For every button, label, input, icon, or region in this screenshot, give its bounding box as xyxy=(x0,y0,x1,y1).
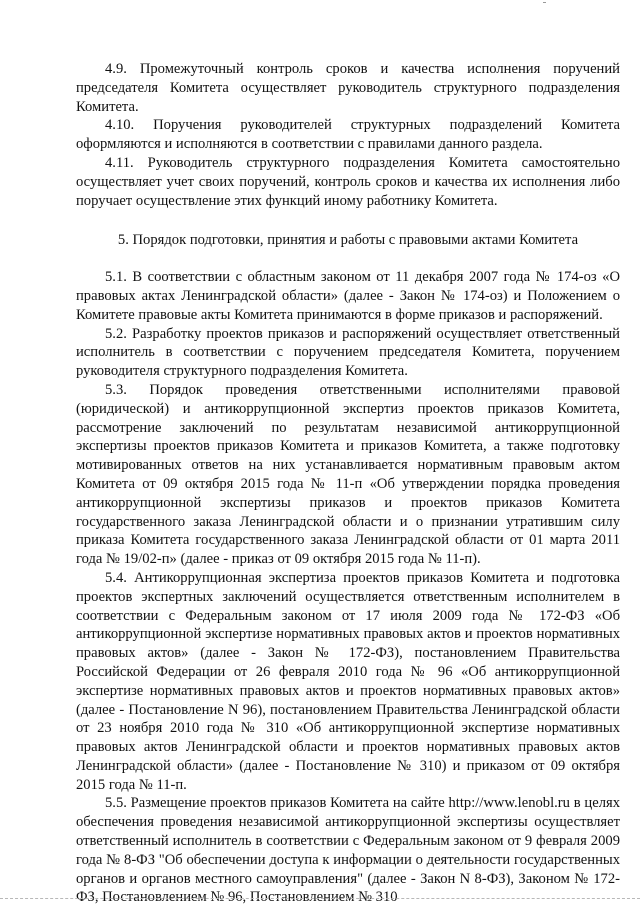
paragraph-5-5: 5.5. Размещение проектов приказов Комитета на сайте http://www.lenobl.ru в целях обеспечения проведения независимой антикоррупционной экспертизы осуществляет ответственный исполнитель в соответствии с Федеральным законом от 9 февраля 2009 года № 8-ФЗ "Об обеспечении доступа к информации о деятельности государственных органов и органов местного самоуправления" (далее - Закон N 8-ФЗ), Законом № 172-ФЗ, Постановлением № 96, Постановлением № 310 xyxy=(76,795,620,906)
scan-mark xyxy=(543,2,546,3)
paragraph-5-4: 5.4. Антикоррупционная экспертиза проектов приказов Комитета и подготовка проектов экспертных заключений осуществляется ответственным исполнителем в соответствии с Федеральным законом от 17 июля 2009 года № 172-ФЗ «Об антикоррупционной экспертизе нормативных правовых актов и проектов нормативных правовых актов» (далее - Закон № 172-ФЗ), постановлением Правительства Российской Федерации от 26 февраля 2010 года № 96 «Об антикоррупционной экспертизе нормативных правовых актов и проектов нормативных правовых актов» (далее - Постановление N 96), постановлением Правительства Ленинградской области от 23 ноября 2010 года № 310 «Об антикоррупционной экспертизе нормативных правовых актов Ленинградской области и проектов нормативных правовых актов Ленинградской области» (далее - Постановление № 310) и приказом от 09 октября 2015 года № 11-п. xyxy=(76,569,620,793)
page-bottom-rule xyxy=(0,898,640,899)
paragraph-5-1: 5.1. В соответствии с областным законом от 11 декабря 2007 года № 174-оз «О правовых актах Ленинградской области» (далее - Закон № 174-оз) и Положением о Комитете правовые акты Комитета принимаются в форме приказов и распоряжений. xyxy=(76,269,620,323)
paragraph-5-3: 5.3. Порядок проведения ответственными исполнителями правовой (юридической) и антикоррупционной экспертиз проектов приказов Комитета, рассмотрение заключений по результатам независимой антикоррупционной экспертизы проектов приказов Комитета и приказов Комитета, а также подготовку мотивированных ответов на них устанавливается нормативным правовым актом Комитета от 09 октября 2015 года № 11-п «Об утверждении порядка проведения антикоррупционной экспертизы приказов и проектов приказов Комитета государственного заказа Ленинградской области и о признании утратившим силу приказа Комитета государственного заказа Ленинградской области от 01 марта 2011 года № 19/02-п» (далее - приказ от 09 октября 2015 года № 11-п). xyxy=(76,381,620,568)
paragraph-5-2: 5.2. Разработку проектов приказов и распоряжений осуществляет ответственный исполнитель в соответствии с поручением председателя Комитета, поручением руководителя структурного подразделения Комитета. xyxy=(76,325,620,380)
section-heading: 5. Порядок подготовки, принятия и работы с правовыми актами Комитета xyxy=(117,232,579,249)
paragraph-4-11: 4.11. Руководитель структурного подразделения Комитета самостоятельно осуществляет учет своих поручений, контроль сроков и качества их исполнения либо поручает осуществление этих функций иному работнику Комитета. xyxy=(76,154,620,209)
paragraph-4-10: 4.10. Поручения руководителей структурных подразделений Комитета оформляются и исполняются в соответствии с правилами данного раздела. xyxy=(76,117,620,153)
paragraph-4-9: 4.9. Промежуточный контроль сроков и качества исполнения поручений председателя Комитета осуществляет руководитель структурного подразделения Комитета. xyxy=(76,61,620,115)
document-page xyxy=(76,60,620,907)
